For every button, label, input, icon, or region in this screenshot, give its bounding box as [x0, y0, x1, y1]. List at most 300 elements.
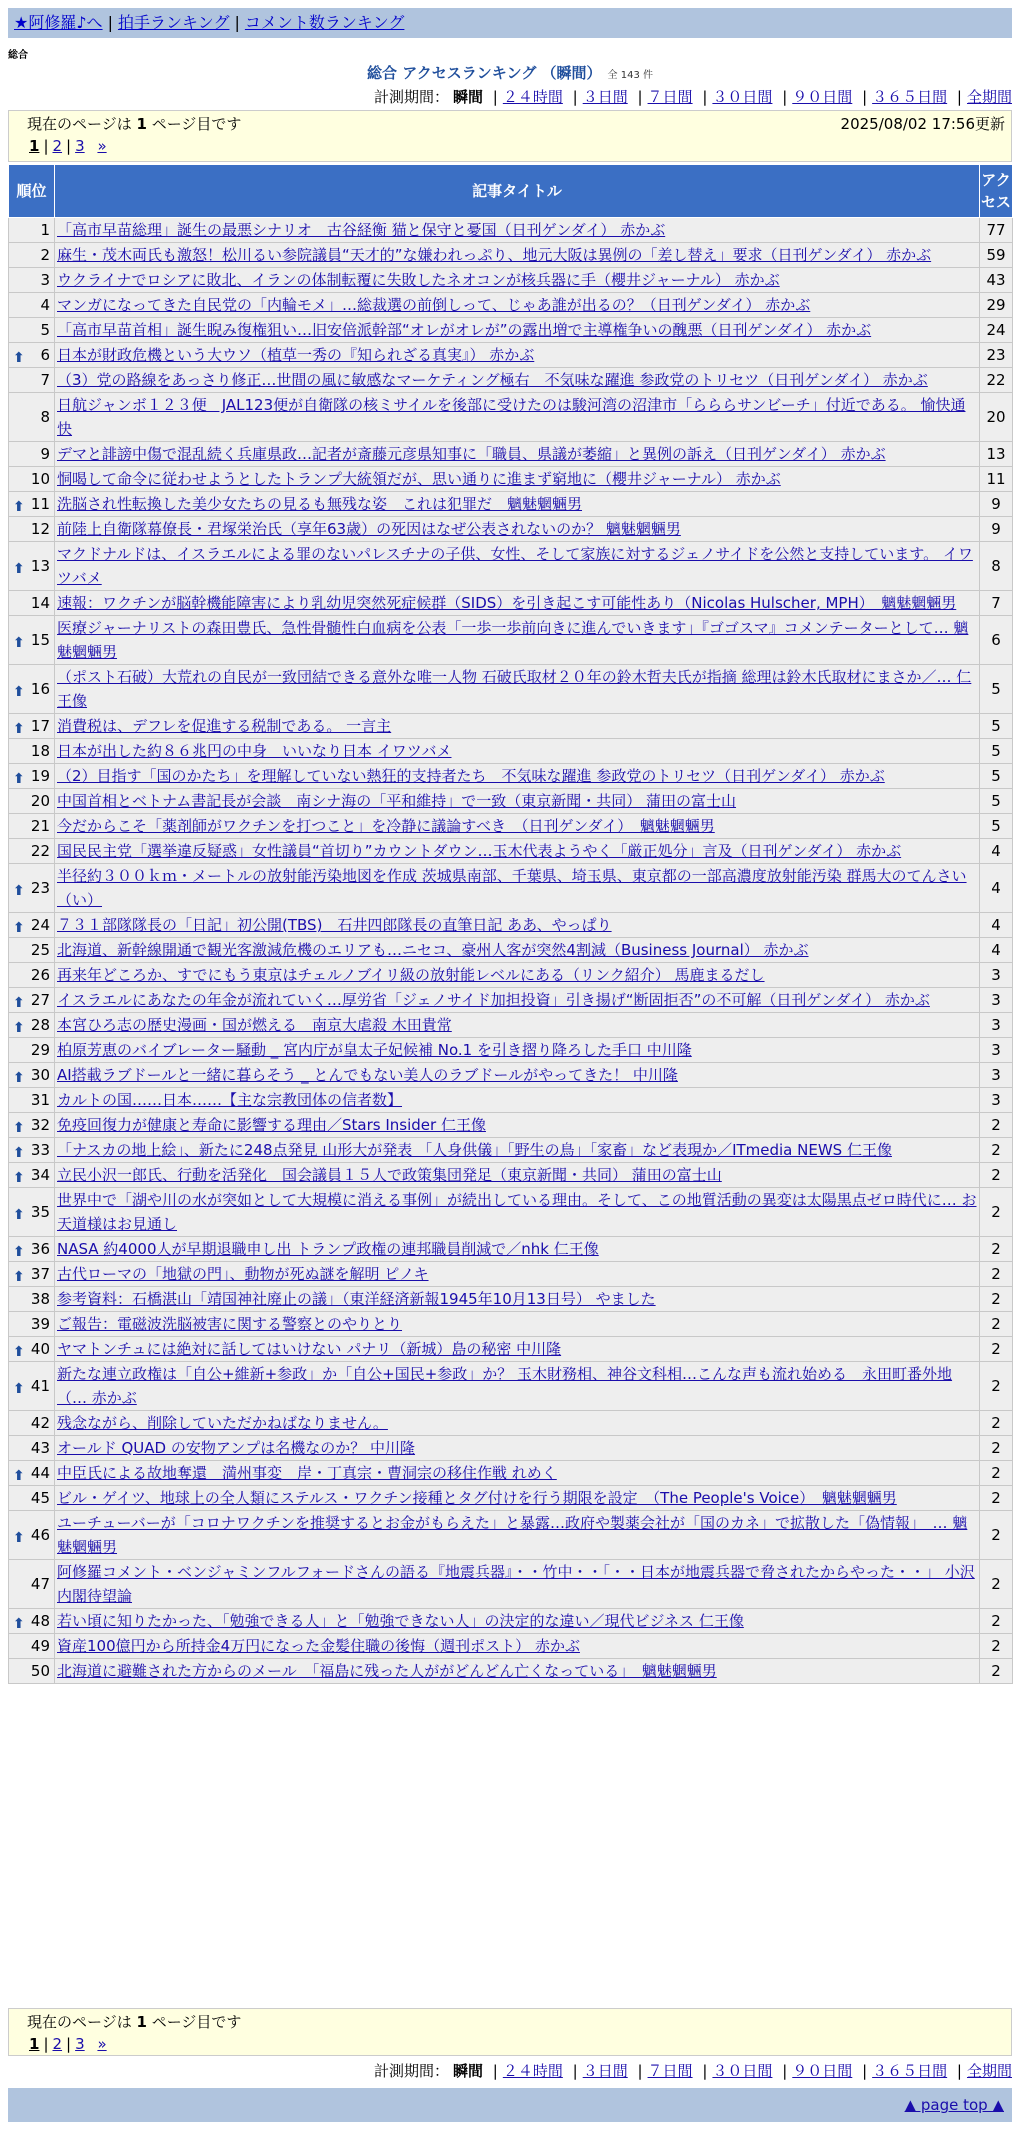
- title-cell: [55, 1411, 980, 1436]
- header-access: アクセス: [980, 165, 1013, 218]
- rank-cell: [9, 1262, 55, 1287]
- rank-cell: [9, 864, 55, 913]
- rank-up-icon: ⬆: [13, 995, 25, 1011]
- period-90d-link[interactable]: ９０日間: [792, 88, 853, 106]
- table-row: [9, 442, 1013, 467]
- rank-cell: [9, 665, 55, 714]
- article-title-link[interactable]: イスラエルにあなたの年金が流れていく…厚労省「ジェノサイド加担投資」引き揚げ“断固拒否”の不可解（日刊ゲンダイ） 赤かぶ: [57, 991, 930, 1009]
- rank-number: 14: [30, 594, 50, 612]
- title-cell: [55, 665, 980, 714]
- article-title-link[interactable]: 医療ジャーナリストの森田豊氏、急性骨髄性白血病を公表「一歩一歩前向きに進んでいきます」『ゴゴスマ』コメンテーターとして… 魑魅魍魎男: [57, 619, 969, 661]
- table-row: [9, 268, 1013, 293]
- access-count: 3: [980, 1063, 1013, 1088]
- article-title-link[interactable]: 古代ローマの「地獄の門」、動物が死ぬ謎を解明 ピノキ: [57, 1265, 429, 1283]
- article-title-link[interactable]: 阿修羅コメント・ベンジャミンフルフォードさんの語る『地震兵器』・・竹中・・「・・日本が地震兵器で脅されたからやった・・」 小沢内閣待望論: [57, 1563, 975, 1605]
- table-row: [9, 343, 1013, 368]
- rank-number: 17: [30, 717, 50, 735]
- title-cell: [55, 1287, 980, 1312]
- rank-up-icon: ⬆: [13, 350, 25, 366]
- access-count: 8: [980, 542, 1013, 591]
- title-cell: [55, 1634, 980, 1659]
- access-count: 2: [980, 1560, 1013, 1609]
- access-count: 2: [980, 1337, 1013, 1362]
- rank-up-icon: ⬆: [13, 1468, 25, 1484]
- rank-cell: [9, 368, 55, 393]
- article-title-link[interactable]: オールド QUAD の安物アンプは名機なのか？ 中川隆: [57, 1439, 416, 1457]
- access-count: 2: [980, 1634, 1013, 1659]
- article-title-link[interactable]: 資産100億円から所持金4万円になった金髪住職の後悔（週刊ポスト） 赤かぶ: [57, 1637, 580, 1655]
- period-30d-link[interactable]: ３０日間: [712, 88, 773, 106]
- period-24h-link[interactable]: ２４時間: [502, 2062, 563, 2080]
- rank-cell: [9, 1188, 55, 1237]
- separator: |: [234, 13, 240, 32]
- table-row: [9, 492, 1013, 517]
- access-count: 13: [980, 442, 1013, 467]
- access-count: 5: [980, 764, 1013, 789]
- access-count: 4: [980, 864, 1013, 913]
- access-count: 2: [980, 1609, 1013, 1634]
- rank-cell: [9, 1337, 55, 1362]
- table-row: [9, 1287, 1013, 1312]
- article-title-link[interactable]: 洗脳され性転換した美少女たちの見るも無残な姿 これは犯罪だ 魑魅魍魎男: [57, 495, 583, 513]
- rank-number: 39: [30, 1315, 50, 1333]
- table-row: [9, 739, 1013, 764]
- next-page-link[interactable]: »: [97, 2035, 107, 2053]
- rank-cell: [9, 1113, 55, 1138]
- rank-up-icon: ⬆: [13, 771, 25, 787]
- table-row: [9, 1063, 1013, 1088]
- rank-up-icon: ⬆: [13, 1530, 25, 1546]
- rank-up-icon: ⬆: [13, 1616, 25, 1632]
- title-cell: [55, 1609, 980, 1634]
- rank-number: 47: [30, 1575, 50, 1593]
- access-count: 2: [980, 1138, 1013, 1163]
- article-title-link[interactable]: 新たな連立政権は「自公+維新+参政」か「自公+国民+参政」か？ 玉木財務相、神谷文科相…こんな声も流れ始める 永田町番外地（… 赤かぶ: [57, 1365, 953, 1407]
- title-cell: [55, 218, 980, 243]
- table-row: [9, 1188, 1013, 1237]
- article-title-link[interactable]: 前陸上自衛隊幕僚長・君塚栄治氏（享年63歳）の死因はなぜ公表されないのか？ 魑魅魍魎男: [57, 520, 681, 538]
- access-count: 29: [980, 293, 1013, 318]
- article-title-link[interactable]: 中臣氏による故地奪還 満州事変 岸・丁真宗・曹洞宗の移住作戦 れめく: [57, 1464, 557, 1482]
- table-row: [9, 1237, 1013, 1262]
- page-3-link[interactable]: 3: [75, 137, 85, 155]
- title-cell: [55, 517, 980, 542]
- rank-number: 30: [30, 1066, 50, 1084]
- title-cell: [55, 1659, 980, 1684]
- title-cell: [55, 764, 980, 789]
- access-count: 2: [980, 1237, 1013, 1262]
- rank-cell: [9, 789, 55, 814]
- rank-cell: [9, 1138, 55, 1163]
- table-row: [9, 1163, 1013, 1188]
- table-row: [9, 1634, 1013, 1659]
- article-title-link[interactable]: 世界中で「湖や川の水が突如として大規模に消える事例」が続出している理由。そして、この地質活動の異変は太陽黒点ゼロ時代に… お天道様はお見通し: [57, 1191, 977, 1233]
- rank-cell: [9, 343, 55, 368]
- rank-up-icon: ⬆: [13, 635, 25, 651]
- rank-number: 27: [30, 991, 50, 1009]
- title-cell: [55, 1436, 980, 1461]
- rank-number: 49: [30, 1637, 50, 1655]
- rank-number: 35: [30, 1203, 50, 1221]
- table-row: [9, 938, 1013, 963]
- rank-number: 4: [40, 296, 50, 314]
- article-title-link[interactable]: ウクライナでロシアに敗北、イランの体制転覆に失敗したネオコンが核兵器に手（櫻井ジャーナル） 赤かぶ: [57, 271, 780, 289]
- title-cell: [55, 1511, 980, 1560]
- article-title-link[interactable]: 日航ジャンボ１２３便 JAL123便が自衛隊の核ミサイルを後部に受けたのは駿河湾の沼津市「らららサンビーチ」付近である。 愉快通快: [57, 396, 966, 438]
- rank-cell: [9, 442, 55, 467]
- article-title-link[interactable]: 再来年どころか、すでにもう東京はチェルノブイリ級の放射能レベルにある（リンク紹介） 馬鹿まるだし: [57, 966, 765, 984]
- access-count: 77: [980, 218, 1013, 243]
- table-row: [9, 218, 1013, 243]
- title-cell: [55, 714, 980, 739]
- header-title: 記事タイトル: [55, 165, 980, 218]
- access-count: 9: [980, 517, 1013, 542]
- ranking-body: [9, 218, 1013, 1684]
- title-cell: [55, 243, 980, 268]
- rank-number: 41: [30, 1377, 50, 1395]
- rank-cell: [9, 1362, 55, 1411]
- rank-up-icon: ⬆: [13, 883, 25, 899]
- period-3d-link[interactable]: ３日間: [582, 88, 628, 106]
- period-all-link[interactable]: 全期間: [966, 88, 1012, 106]
- page-current: 1: [29, 2035, 40, 2053]
- rank-number: 3: [40, 271, 50, 289]
- table-row: [9, 1560, 1013, 1609]
- rank-up-icon: ⬆: [13, 1244, 25, 1260]
- table-row: [9, 393, 1013, 442]
- title-cell: [55, 1312, 980, 1337]
- table-row: [9, 1659, 1013, 1684]
- article-title-link[interactable]: マクドナルドは、イスラエルによる罪のないパレスチナの子供、女性、そして家族に対するジェノサイドを公然と支持しています。 イワツバメ: [57, 545, 973, 587]
- rank-cell: [9, 591, 55, 616]
- article-title-link[interactable]: 半径約３００ｋｍ・メートルの放射能汚染地図を作成 茨城県南部、千葉県、埼玉県、東京都の一部高濃度放射能汚染 群馬大のてんさい（い）: [57, 867, 967, 909]
- article-title-link[interactable]: 北海道に避難された方からのメール 「福島に残った人ががどんどん亡くなっている」 魑魅魍魎男: [57, 1662, 717, 1680]
- access-count: 2: [980, 1262, 1013, 1287]
- period-3d-link[interactable]: ３日間: [582, 2062, 628, 2080]
- ranking-table: [8, 164, 1013, 1684]
- access-count: 2: [980, 1163, 1013, 1188]
- rank-number: 24: [30, 916, 50, 934]
- rank-cell: [9, 1411, 55, 1436]
- rank-number: 19: [30, 767, 50, 785]
- rank-number: 32: [30, 1116, 50, 1134]
- rank-number: 5: [40, 321, 50, 339]
- article-title-link[interactable]: NASA 約4000人が早期退職申し出 トランプ政権の連邦職員削減で／nhk 仁王像: [57, 1240, 599, 1258]
- rank-up-icon: ⬆: [13, 1020, 25, 1036]
- article-title-link[interactable]: 「高市早苗総理」誕生の最悪シナリオ 古谷経衡 猫と保守と憂国（日刊ゲンダイ） 赤かぶ: [57, 221, 666, 239]
- title-cell: [55, 1362, 980, 1411]
- rank-cell: [9, 739, 55, 764]
- article-title-link[interactable]: 日本が財政危機という大ウソ（植草一秀の『知られざる真実』） 赤かぶ: [57, 346, 535, 364]
- title-cell: [55, 1237, 980, 1262]
- rank-cell: [9, 218, 55, 243]
- rank-cell: [9, 467, 55, 492]
- rank-cell: [9, 1088, 55, 1113]
- table-row: [9, 243, 1013, 268]
- comment-ranking-link[interactable]: コメント数ランキング: [244, 13, 405, 32]
- rank-cell: [9, 1461, 55, 1486]
- access-count: 11: [980, 467, 1013, 492]
- pager-top: [8, 110, 1012, 162]
- table-row: [9, 591, 1013, 616]
- access-count: 20: [980, 393, 1013, 442]
- rank-cell: [9, 1063, 55, 1088]
- rank-up-icon: ⬆: [13, 721, 25, 737]
- table-header-row: [9, 165, 1013, 218]
- rank-number: 15: [30, 631, 50, 649]
- article-title-link[interactable]: 本宮ひろ志の歴史漫画・国が燃える 南京大虐殺 木田貴常: [57, 1016, 452, 1034]
- rank-cell: [9, 1486, 55, 1511]
- table-row: [9, 1337, 1013, 1362]
- table-row: [9, 1262, 1013, 1287]
- rank-number: 23: [30, 879, 50, 897]
- article-title-link[interactable]: ビル・ゲイツ、地球上の全人類にステルス・ワクチン接種とタグ付けを行う期限を設定 （The People's Voice） 魑魅魍魎男: [57, 1489, 897, 1507]
- rank-number: 6: [40, 346, 50, 364]
- table-row: [9, 1138, 1013, 1163]
- rank-cell: [9, 1511, 55, 1560]
- rank-cell: [9, 764, 55, 789]
- rank-cell: [9, 714, 55, 739]
- period-all-link[interactable]: 全期間: [966, 2062, 1012, 2080]
- access-count: 3: [980, 1088, 1013, 1113]
- rank-number: 36: [30, 1240, 50, 1258]
- period-selector-top: 計測期間： 瞬間 | ２４時間 | ３日間 | ７日間 | ３０日間 | ９０日間 | ３６５日間 | 全期間: [373, 88, 1012, 106]
- rank-number: 43: [30, 1439, 50, 1457]
- table-row: [9, 467, 1013, 492]
- access-count: 2: [980, 1511, 1013, 1560]
- access-count: 3: [980, 963, 1013, 988]
- rank-up-icon: ⬆: [13, 1269, 25, 1285]
- article-title-link[interactable]: 消費税は、デフレを促進する税制である。 一言主: [57, 717, 392, 735]
- article-title-link[interactable]: カルトの国……日本……【主な宗教団体の信者数】: [57, 1091, 403, 1109]
- table-row: [9, 839, 1013, 864]
- rank-cell: [9, 517, 55, 542]
- rank-number: 12: [30, 520, 50, 538]
- access-count: 4: [980, 938, 1013, 963]
- page-3-link[interactable]: 3: [75, 2035, 85, 2053]
- rank-cell: [9, 1013, 55, 1038]
- article-title-link[interactable]: 日本が出した約８６兆円の中身 いいなり日本 イワツバメ: [57, 742, 452, 760]
- article-title-link[interactable]: ヤマトンチュには絶対に話してはいけない パナリ（新城）島の秘密 中川隆: [57, 1340, 562, 1358]
- table-row: [9, 1013, 1013, 1038]
- table-row: [9, 864, 1013, 913]
- access-count: 2: [980, 1287, 1013, 1312]
- access-count: 2: [980, 1411, 1013, 1436]
- title-cell: [55, 1188, 980, 1237]
- article-title-link[interactable]: 免疫回復力が健康と寿命に影響する理由／Stars Insider 仁王像: [57, 1116, 486, 1134]
- title-cell: [55, 1560, 980, 1609]
- rank-number: 16: [30, 680, 50, 698]
- rank-cell: [9, 1287, 55, 1312]
- table-row: [9, 913, 1013, 938]
- article-title-link[interactable]: 「ナスカの地上絵」、新たに248点発見 山形大が発表 「人身供儀」「野生の鳥」「家畜」など表現か／ITmedia NEWS 仁王像: [57, 1141, 892, 1159]
- rank-number: 28: [30, 1016, 50, 1034]
- table-row: [9, 714, 1013, 739]
- rank-number: 48: [30, 1612, 50, 1630]
- rank-cell: [9, 988, 55, 1013]
- home-link[interactable]: ★阿修羅♪へ: [14, 13, 103, 32]
- rank-number: 22: [30, 842, 50, 860]
- footer-bar: [8, 2088, 1012, 2122]
- article-title-link[interactable]: デマと誹謗中傷で混乱続く兵庫県政…記者が斎藤元彦県知事に「職員、県議が萎縮」と異例の訴え（日刊ゲンダイ） 赤かぶ: [57, 445, 886, 463]
- rank-up-icon: ⬆: [13, 684, 25, 700]
- table-row: [9, 764, 1013, 789]
- article-title-link[interactable]: （3）党の路線をあっさり修正…世間の風に敏感なマーケティング極右 不気味な躍進 参政党のトリセツ（日刊ゲンダイ） 赤かぶ: [57, 371, 928, 389]
- title-cell: [55, 913, 980, 938]
- page-links: 1 | 2 | 3 »: [29, 2035, 107, 2053]
- access-count: 43: [980, 268, 1013, 293]
- applause-ranking-link[interactable]: 拍手ランキング: [117, 13, 230, 32]
- article-title-link[interactable]: （2）目指す「国のかたち」を理解していない熱狂的支持者たち 不気味な躍進 参政党のトリセツ（日刊ゲンダイ） 赤かぶ: [57, 767, 885, 785]
- rank-number: 42: [30, 1414, 50, 1432]
- title-cell: [55, 739, 980, 764]
- rank-number: 37: [30, 1265, 50, 1283]
- table-row: [9, 789, 1013, 814]
- rank-number: 1: [40, 221, 50, 239]
- rank-number: 10: [30, 470, 50, 488]
- access-count: 2: [980, 1188, 1013, 1237]
- rank-cell: [9, 839, 55, 864]
- title-cell: [55, 1138, 980, 1163]
- period-24h-link[interactable]: ２４時間: [502, 88, 563, 106]
- access-count: 5: [980, 789, 1013, 814]
- rank-number: 31: [30, 1091, 50, 1109]
- period-30d-link[interactable]: ３０日間: [712, 2062, 773, 2080]
- title-cell: [55, 293, 980, 318]
- page-2-link[interactable]: 2: [52, 137, 63, 155]
- rank-up-icon: ⬆: [13, 1170, 25, 1186]
- article-title-link[interactable]: ご報告：電磁波洗脳被害に関する警察とのやりとり: [57, 1315, 403, 1333]
- rank-cell: [9, 616, 55, 665]
- title-cell: [55, 616, 980, 665]
- access-count: 2: [980, 1362, 1013, 1411]
- article-title-link[interactable]: 恫喝して命令に従わせようとしたトランプ大統領だが、思い通りに進まず窮地に（櫻井ジャーナル） 赤かぶ: [57, 470, 781, 488]
- title-cell: [55, 467, 980, 492]
- title-cell: [55, 368, 980, 393]
- period-current: 瞬間: [452, 2062, 483, 2080]
- article-title-link[interactable]: 速報：ワクチンが脳幹機能障害により乳幼児突然死症候群（SIDS）を引き起こす可能性あり（Nicolas Hulscher, MPH） 魑魅魍魎男: [57, 594, 957, 612]
- page-title: [0, 62, 1020, 83]
- period-365d-link[interactable]: ３６５日間: [872, 88, 948, 106]
- table-row: [9, 988, 1013, 1013]
- article-title-link[interactable]: 柏原芳恵のバイブレーター騒動 _ 宮内庁が皇太子妃候補 No.1 を引き摺り降ろした手口 中川隆: [57, 1041, 692, 1059]
- rank-cell: [9, 1163, 55, 1188]
- rank-number: 2: [40, 246, 50, 264]
- page-2-link[interactable]: 2: [52, 2035, 63, 2053]
- table-row: [9, 1511, 1013, 1560]
- article-title-link[interactable]: 立民小沢一郎氏、行動を活発化 国会議員１５人で政策集団発足（東京新聞・共同） 蒲田の富士山: [57, 1166, 722, 1184]
- title-cell: [55, 1461, 980, 1486]
- access-count: 9: [980, 492, 1013, 517]
- rank-cell: [9, 963, 55, 988]
- table-row: [9, 814, 1013, 839]
- access-count: 2: [980, 1659, 1013, 1684]
- rank-cell: [9, 1659, 55, 1684]
- table-row: [9, 1436, 1013, 1461]
- article-title-link[interactable]: ７３１部隊隊長の「日記」初公開(TBS) 石井四郎隊長の直筆日記 ああ、やっぱり: [57, 916, 612, 934]
- access-count: 4: [980, 839, 1013, 864]
- access-count: 59: [980, 243, 1013, 268]
- period-90d-link[interactable]: ９０日間: [792, 2062, 853, 2080]
- rank-cell: [9, 814, 55, 839]
- article-title-link[interactable]: AI搭載ラブドールと一緒に暮らそう _ とんでもない美人のラブドールがやってきた！ 中川隆: [57, 1066, 678, 1084]
- page-info: 現在のページは 1 ページ目です: [27, 115, 242, 133]
- title-cell: [55, 1113, 980, 1138]
- rank-number: 38: [30, 1290, 50, 1308]
- table-row: [9, 1411, 1013, 1436]
- rank-cell: [9, 913, 55, 938]
- article-title-link[interactable]: 参考資料：石橋湛山「靖国神社廃止の議」（東洋経済新報1945年10月13日号） やました: [57, 1290, 656, 1308]
- rank-up-icon: ⬆: [13, 1344, 25, 1360]
- table-row: [9, 293, 1013, 318]
- article-title-link[interactable]: 中国首相とベトナム書記長が会談 南シナ海の「平和維持」で一致（東京新聞・共同） 蒲田の富士山: [57, 792, 737, 810]
- title-cell: [55, 963, 980, 988]
- table-row: [9, 1312, 1013, 1337]
- rank-up-icon: ⬆: [13, 920, 25, 936]
- article-title-link[interactable]: 若い頃に知りたかった、「勉強できる人」と「勉強できない人」の決定的な違い／現代ビジネス 仁王像: [57, 1612, 744, 1630]
- title-cell: [55, 1088, 980, 1113]
- rank-cell: [9, 268, 55, 293]
- table-row: [9, 665, 1013, 714]
- title-cell: [55, 1337, 980, 1362]
- article-title-link[interactable]: 国民民主党「選挙違反疑惑」女性議員“首切り”カウントダウン…玉木代表ようやく「厳正処分」言及（日刊ゲンダイ） 赤かぶ: [57, 842, 902, 860]
- access-count: 24: [980, 318, 1013, 343]
- period-7d-link[interactable]: ７日間: [647, 2062, 693, 2080]
- rank-number: 50: [30, 1662, 50, 1680]
- rank-number: 44: [30, 1464, 50, 1482]
- section-label: 総合: [8, 50, 28, 61]
- ranking-title: 総合 アクセスランキング （瞬間）: [367, 64, 602, 82]
- title-cell: [55, 1038, 980, 1063]
- article-title-link[interactable]: 「高市早苗首相」誕生睨み復権狙い…旧安倍派幹部“オレがオレが”の露出増で主導権争いの醜悪（日刊ゲンダイ） 赤かぶ: [57, 321, 872, 339]
- rank-number: 33: [30, 1141, 50, 1159]
- table-row: [9, 542, 1013, 591]
- rank-up-icon: ⬆: [13, 1120, 25, 1136]
- title-cell: [55, 591, 980, 616]
- title-cell: [55, 343, 980, 368]
- rank-cell: [9, 293, 55, 318]
- title-cell: [55, 393, 980, 442]
- access-count: 23: [980, 343, 1013, 368]
- top-nav-bar: [8, 8, 1012, 38]
- article-title-link[interactable]: 残念ながら、削除していただかねばなりません。: [57, 1414, 388, 1432]
- period-label: 計測期間：: [373, 2062, 449, 2080]
- title-cell: [55, 1163, 980, 1188]
- title-cell: [55, 814, 980, 839]
- rank-up-icon: ⬆: [13, 1145, 25, 1161]
- page-top-link[interactable]: ▲ page top ▲: [904, 2096, 1004, 2114]
- period-365d-link[interactable]: ３６５日間: [872, 2062, 948, 2080]
- article-title-link[interactable]: （ポスト石破）大荒れの自民が一致団結できる意外な唯一人物 石破氏取材２０年の鈴木哲夫氏が指摘 総理は鈴木氏取材にまさか／… 仁王像: [57, 668, 972, 710]
- article-title-link[interactable]: 麻生・茂木両氏も激怒！松川るい参院議員“天才的”な嫌われっぷり、地元大阪は異例の「差し替え」要求（日刊ゲンダイ） 赤かぶ: [57, 246, 932, 264]
- page-info: 現在のページは 1 ページ目です: [27, 2013, 242, 2031]
- access-count: 7: [980, 591, 1013, 616]
- article-title-link[interactable]: ユーチューバーが「コロナワクチンを推奨するとお金がもらえた」と暴露…政府や製薬会社が「国のカネ」で拡散した「偽情報」 … 魑魅魍魎男: [57, 1514, 968, 1556]
- period-7d-link[interactable]: ７日間: [647, 88, 693, 106]
- article-title-link[interactable]: マンガになってきた自民党の「内輪モメ」…総裁選の前倒しって、じゃあ誰が出るの？（日刊ゲンダイ） 赤かぶ: [57, 296, 811, 314]
- access-count: 5: [980, 739, 1013, 764]
- rank-number: 8: [40, 408, 50, 426]
- article-title-link[interactable]: 今だからこそ「薬剤師がワクチンを打つこと」を冷静に議論すべき （日刊ゲンダイ） 魑魅魍魎男: [57, 817, 715, 835]
- table-row: [9, 1362, 1013, 1411]
- rank-cell: [9, 1038, 55, 1063]
- rank-number: 20: [30, 792, 50, 810]
- rank-number: 25: [30, 941, 50, 959]
- next-page-link[interactable]: »: [97, 137, 107, 155]
- article-title-link[interactable]: 北海道、新幹線開通で観光客激減危機のエリアも…ニセコ、豪州人客が突然4割減（Business Journal） 赤かぶ: [57, 941, 809, 959]
- rank-cell: [9, 1634, 55, 1659]
- access-count: 6: [980, 616, 1013, 665]
